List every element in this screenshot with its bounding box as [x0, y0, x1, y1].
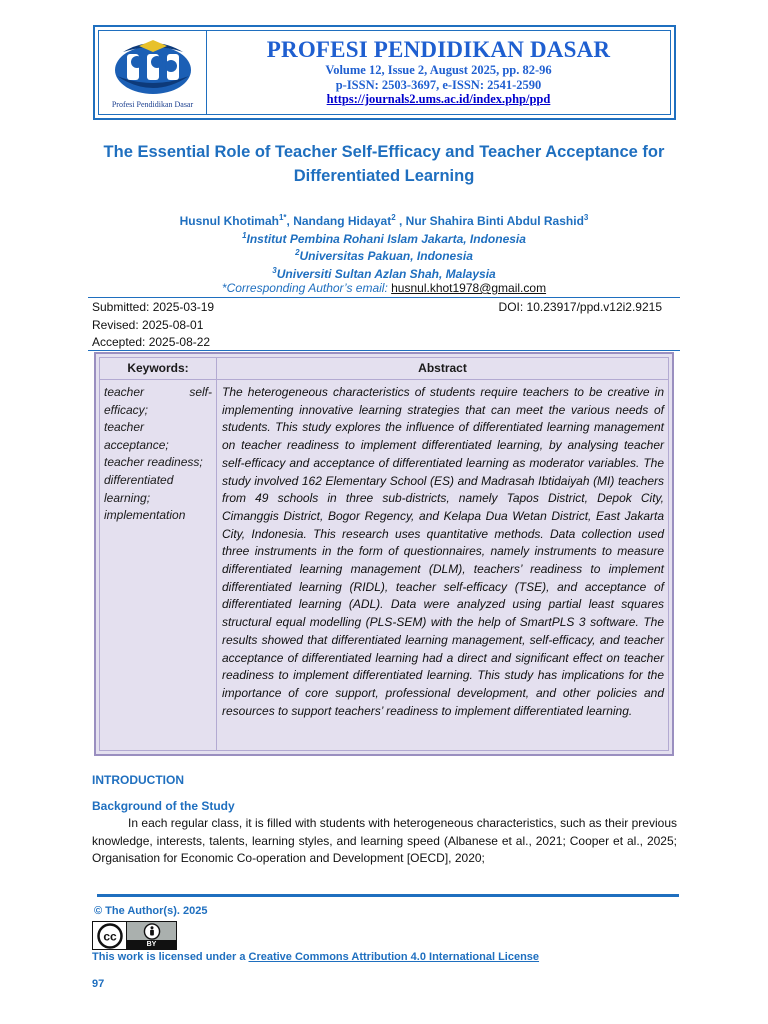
paper-title-line-1: The Essential Role of Teacher Self-Efficacy and Teacher Acceptance for	[103, 143, 665, 161]
abstract-box-body	[100, 380, 668, 750]
attribution-person-icon	[143, 923, 161, 940]
keyword-item: teacher self-efficacy;	[104, 385, 212, 417]
section-heading: INTRODUCTION	[92, 773, 184, 787]
journal-volume: Volume 12, Issue 2, August 2025, pp. 82-96	[325, 63, 552, 77]
author-mark: 1*	[278, 213, 287, 222]
paper-title-line-2: Differentiated Learning	[293, 167, 475, 185]
page-number: 97	[92, 978, 105, 990]
author-mark: 2	[391, 213, 396, 222]
affiliation-text: Universiti Sultan Azlan Shah, Malaysia	[276, 267, 496, 281]
logo-caption: Profesi Pendidikan Dasar	[111, 100, 194, 109]
journal-logo	[99, 31, 207, 114]
abstract-box	[94, 352, 674, 756]
keyword-item: implementation	[104, 508, 186, 523]
abstract-box-frame	[99, 357, 669, 751]
affiliation-mark: 3	[272, 266, 277, 275]
keyword-item: differentiated learning;	[104, 472, 174, 505]
abstract-text: The heterogeneous characteristics of students require teachers to be creative in implementing innovative learning strategies that can meet the various needs of students. This study explores the influence of differentiated learning management on teacher readiness to implement differentiated learning, by analysing teacher self-efficacy and acceptance of differentiated learning as moderator variables. The study involved 162 Elementary School (ES) and Madrasah Ibtidaiyah (MI) teachers from 49 schools in three sub-districts, namely Tapos District, Depok City, Cimanggis District, Bogor Regency, and Kelapa Dua Wetan District, East Jakarta City, Indonesia. This research uses quantitative methods. Data collection used three instruments in the form of questionnaires, namely instruments to measure differentiated learning management (DLM), teachers’ readiness to implement differentiated learning (RIDL), teacher self-efficacy (TSE), and acceptance of differentiated learning (ADL). Data were analyzed using partial least squares structural equal modelling (PLS-SEM) with the help of SmartPLS 3 software. The results showed that differentiated learning management, self-efficacy, and teacher acceptance of differentiated learning had a direct and significant effect on teacher readiness to implement differentiated learning. This study has implications for the importance of core support, professional development, and other policies and resources to support teachers’ readiness to implement differentiated learning.	[222, 385, 664, 718]
paper-title	[70, 140, 698, 188]
corresponding-email-link[interactable]: husnul.khot1978@gmail.com	[391, 281, 547, 295]
revised-date: Revised: 2025-08-01	[92, 317, 204, 332]
abstract-box-header	[100, 358, 668, 380]
keyword-list	[100, 380, 217, 750]
copyright-notice: © The Author(s). 2025	[94, 905, 208, 917]
author-mark: 3	[583, 213, 589, 222]
divider-bottom	[88, 350, 680, 351]
cc-icon	[93, 922, 127, 949]
author-name: Nandang Hidayat	[293, 214, 392, 228]
affiliation-mark: 2	[295, 248, 300, 257]
abstract-header: Abstract	[418, 361, 467, 375]
subsection-heading: Background of the Study	[92, 799, 235, 813]
license-link[interactable]: Creative Commons Attribution 4.0 International License	[248, 951, 540, 963]
ppd-logo-icon	[109, 36, 197, 98]
journal-info	[207, 31, 670, 114]
journal-url-link[interactable]: https://journals2.ums.ac.id/index.php/ppd	[326, 92, 551, 106]
keywords-header: Keywords:	[100, 358, 217, 379]
journal-masthead	[93, 25, 676, 120]
affiliation-text: Universitas Pakuan, Indonesia	[299, 249, 473, 263]
journal-issn: p-ISSN: 2503-3697, e-ISSN: 2541-2590	[335, 77, 542, 92]
cc-by-section	[127, 922, 176, 949]
author-list: Husnul Khotimah$^{1*}$, Nandang Hidayat$^2$ , Nur Shahira Binti Abdul Rashid$^3$	[179, 213, 589, 228]
submitted-date: Submitted: 2025-03-19	[92, 300, 215, 314]
accepted-date: Accepted: 2025-08-22	[92, 335, 211, 349]
license-notice	[92, 951, 539, 963]
cc-by-label: BY	[127, 940, 176, 949]
doi: DOI: 10.23917/ppd.v12i2.9215	[498, 300, 662, 314]
svg-text:cc: cc	[102, 929, 117, 943]
affiliation-text: Institut Pembina Rohani Islam Jakarta, Indonesia	[246, 232, 526, 246]
divider-top	[88, 297, 680, 298]
corresponding-label: *Corresponding Author’s email:	[221, 281, 392, 295]
cc-by-badge[interactable]	[92, 921, 177, 950]
author-name: Nur Shahira Binti Abdul Rashid	[405, 214, 584, 228]
footer-divider	[97, 894, 679, 897]
journal-title: PROFESI PENDIDIKAN DASAR	[266, 37, 611, 62]
license-prefix: This work is licensed under a	[92, 951, 249, 963]
body-paragraph: In each regular class, it is filled with students with heterogeneous characteristics, such as their previous knowledge, interests, talents, learning styles, and learning speed (Albanese et al., 2021; Cooper et al., 2025; Organisation for Economic Co-operation and Development [OECD], 2020;	[92, 816, 677, 865]
article-dates	[92, 299, 214, 352]
masthead-frame	[98, 30, 671, 115]
keyword-item: teacher readiness;	[104, 455, 203, 470]
affiliation-mark: 1	[242, 231, 247, 240]
keyword-item: teacher acceptance;	[104, 420, 169, 452]
author-name: Husnul Khotimah	[179, 214, 279, 228]
corresponding-author	[70, 280, 698, 297]
